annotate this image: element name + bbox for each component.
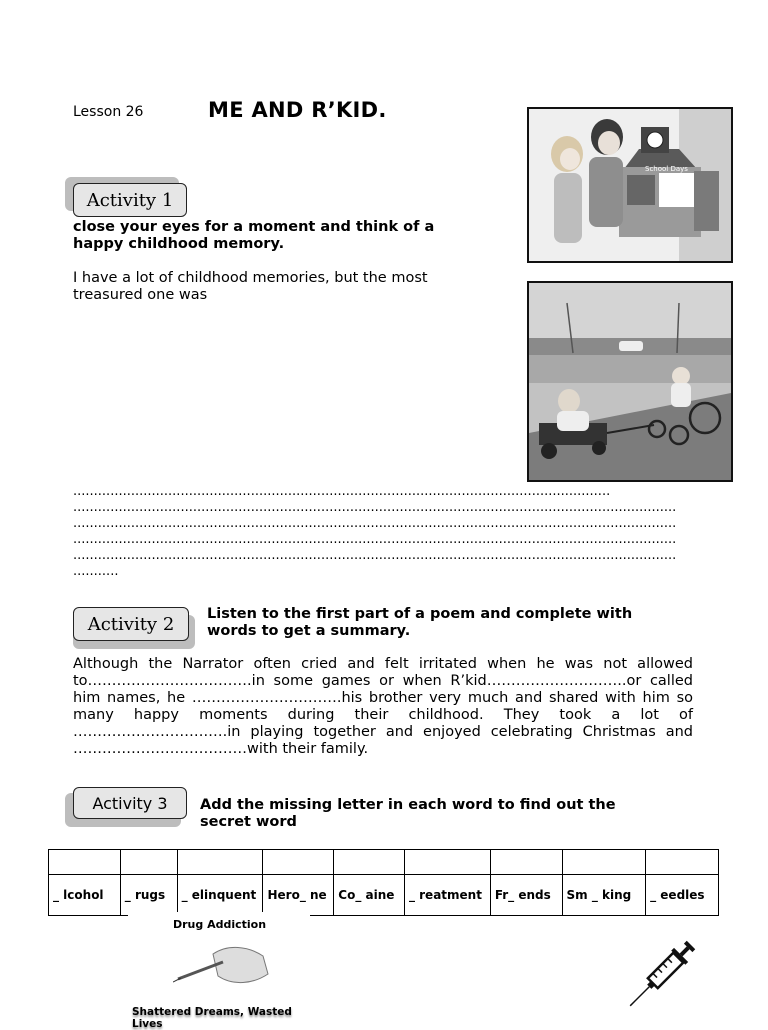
activity-1-prompt: I have a lot of childhood memories, but the most treasured one was <box>73 270 428 303</box>
word-cell: _ lcohol <box>49 875 121 916</box>
answer-cell[interactable] <box>404 850 490 875</box>
word-cell: _ elinquent <box>177 875 263 916</box>
word-cell: Sm _ king <box>562 875 646 916</box>
syringe-icon <box>626 935 698 1013</box>
activity-2-label: Activity 2 <box>73 607 189 641</box>
page-title: ME AND R’KID. <box>208 98 387 122</box>
answer-cell[interactable] <box>263 850 334 875</box>
activity-2-instruction: Listen to the first part of a poem and complete with words to get a summary. <box>207 606 633 639</box>
activity-3-instruction: Add the missing letter in each word to find out the secret word <box>200 797 616 830</box>
activity-1-instruction: close your eyes for a moment and think of a happy childhood memory. <box>73 219 435 252</box>
answer-line: .................................................................................................................................. <box>73 484 611 499</box>
answer-cell[interactable] <box>120 850 177 875</box>
drug-addiction-poster <box>128 912 310 1030</box>
photo-children-wagon-tricycle <box>527 281 733 482</box>
poster-caption: Shattered Dreams, Wasted Lives <box>132 1006 292 1030</box>
school-days-sign: School Days <box>645 165 688 173</box>
hand-syringe-icon <box>173 934 273 992</box>
word-cell: Hero_ ne <box>263 875 334 916</box>
word-cell: _ rugs <box>120 875 177 916</box>
answer-cell[interactable] <box>562 850 646 875</box>
word-cell: Co_ aine <box>334 875 405 916</box>
answer-cell[interactable] <box>334 850 405 875</box>
answer-line: .................................................................................................................................................. <box>73 500 677 515</box>
secret-word-table <box>48 849 719 916</box>
answer-cell[interactable] <box>490 850 562 875</box>
word-cell: _ eedles <box>646 875 719 916</box>
activity-3-label: Activity 3 <box>73 787 187 819</box>
poster-title: Drug Addiction <box>173 918 267 931</box>
answer-cell[interactable] <box>49 850 121 875</box>
word-cell: Fr_ ends <box>490 875 562 916</box>
lesson-number: Lesson 26 <box>73 104 144 120</box>
activity-2-summary: Although the Narrator often cried and felt irritated when he was not allowed to…………………………….in some games or when R’kid………………………..or called him names, he ………………………….his brother very much and shared with him so many happy moments during their childhood. They took a lot of ……………………….….in playing together and enjoyed celebrating Christmas and ………………………………with their family. <box>73 656 693 757</box>
answer-cell[interactable] <box>646 850 719 875</box>
word-cell: _ reatment <box>404 875 490 916</box>
answer-line: .................................................................................................................................................. <box>73 548 677 563</box>
answer-line: ........... <box>73 564 119 579</box>
photo-children-school-days <box>527 107 733 263</box>
answer-cell[interactable] <box>177 850 263 875</box>
answer-line: .................................................................................................................................................. <box>73 532 677 547</box>
activity-1-label: Activity 1 <box>73 183 187 217</box>
answer-line: .................................................................................................................................................. <box>73 516 677 531</box>
activity-1-answer-lines[interactable] <box>73 484 685 580</box>
